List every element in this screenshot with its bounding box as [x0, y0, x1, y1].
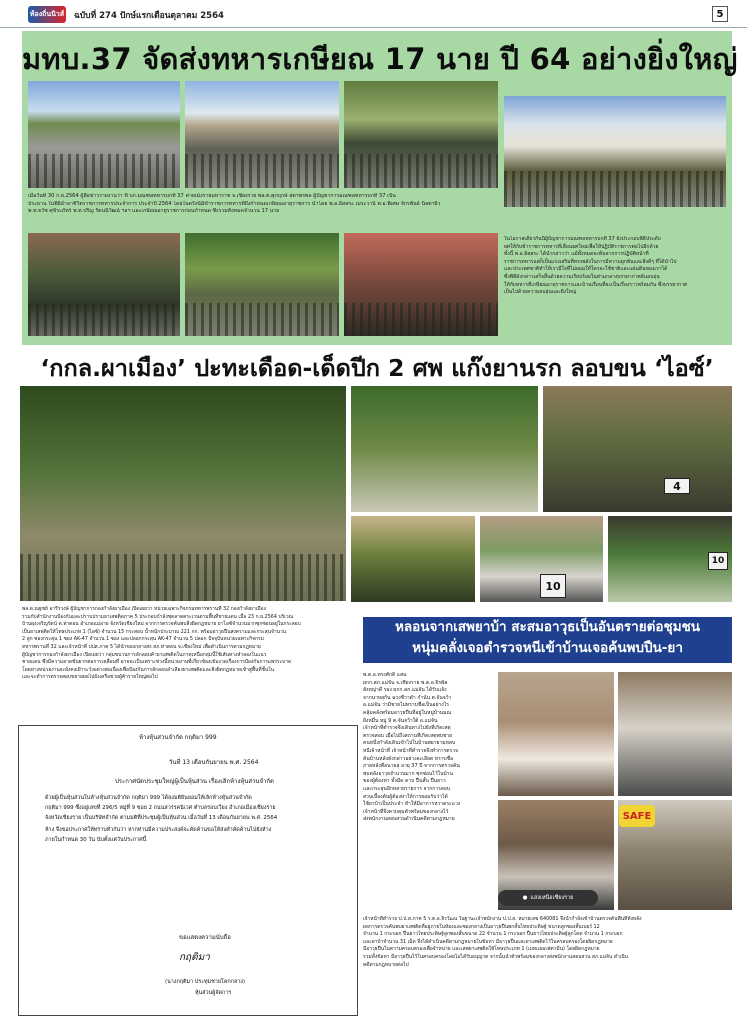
story3-photo-2 [618, 672, 732, 796]
story3-column-line: คนหนึ่งกำลังเดินเข้าไปในบ้านพยายามหลบ [363, 740, 456, 747]
notice-body-line: ภายในกำหนด 30 วัน นับตั้งแต่วันประกาศนี้ [45, 837, 147, 843]
story3-column-line: ส่งพนักงานสอบสวนดำเนินคดีตามกฎหมาย [363, 816, 455, 823]
story3-column-line: ฝั่งหมื่น หมู่ 9 ต.จันจว้าใต้ อ.แม่จัน [363, 717, 438, 724]
story3-column-line: ใช้ยาบ้าเป็นประจำ ทำให้มีอาการหวาดระแวง [363, 801, 461, 808]
story3-headline-line2: หนุ่มคลั่งเจอตำรวจหนีเข้าบ้านเจอค้นพบปืน-ยา [412, 640, 683, 656]
issue-line: ฉบับที่ 274 ปักษ์แรกเดือนตุลาคม 2564 [74, 11, 224, 21]
notice-company: ห้างหุ้นส่วนจำกัด กฤติมา 999 [139, 734, 217, 741]
story3-column-line: พบคลังอาวุธจำนวนมาก ซุกซ่อนไว้ในบ้าน [363, 770, 453, 777]
story1-photo-4 [504, 96, 726, 207]
story2-body-line: 2 ลูก ซองกระสุน 1 ซอง AK-47 จำนวน 1 ซอง และปลอกกระสุน AK-47 จำนวน 5 ปลอก ปัจจุบันหน่วยเฉพาะกิจกรม [22, 636, 264, 643]
story3-column-line: จากนายสุกัน ฉวงชีวาตำ กำนัน ต.จันจว้า [363, 694, 452, 701]
story3-photo-1 [498, 672, 614, 796]
story2-body-line: และจะทำการตรวจสอบขยายผลไปยังเครือข่ายผู้ค้ารายใหญ่ต่อไป [22, 674, 158, 681]
story3-bottom-line: คดีตามกฎหมายต่อไป [363, 961, 409, 968]
story1-photo-5 [28, 233, 180, 336]
story1-photo-6 [185, 233, 339, 336]
watermark-text: แสงเหนือเชียงราย [530, 895, 574, 901]
notice-body-line: ด้วยผู้เป็นหุ้นส่วนในห้างหุ้นส่วนจำกัด กฤติมา 999 ได้ลงมติยินยอมให้เลิกห้างหุ้นส่วนจำกัด [45, 795, 252, 801]
story1-photo-3 [344, 81, 498, 188]
story1-lead-line: ประธาน ในพิธีอำลาชีวิตราชการทหารประจำการ ประจำปี 2564 โดยในครั้งนี้มีข้าราชการทหารที่ถึงกำหนดเกษียณอายุราชการ นำโดย พ.อ.อิสสระ เมระวานี พ.อ.พิเศษ จักรพันธ์ นิลตาผิว [28, 200, 441, 207]
notice-signatory: (นางกฤติมา ประทุมชายโคกกลาง) [165, 979, 246, 985]
newspaper-logo: ท้องถิ่นนิวส์ [28, 6, 66, 23]
story2-body-line: ผู้บัญชาการกองกำลังผาเมือง เปิดเผยว่า กลุ่มขบวนการลักลอบค้ายาเสพติดในภาคเหนือกลุ่มนี้ใช้เส้นทางลำลองในแนว [22, 651, 267, 658]
story2-photo-2 [351, 386, 538, 512]
story3-column-line: ของผู้ต้องหา ทั้งมีด ดาบ ปืนสั้น ปืนยาว [363, 778, 446, 785]
story3-headline-box [363, 617, 732, 663]
story3-column-line: ภายหลังคือนายสุ อายุ 37 ปี จากการตรวจค้น [363, 763, 460, 770]
story2-body-line: พล.ต.ณฐชย์ อารีรวงษ์ ผู้บัญชาการกองกำลังผาเมือง เปิดเผยว่า หน่วยเฉพาะกิจกรมทหารพรานที่ 32 กองกำลังผาเมือง [22, 606, 266, 612]
story3-bottom-line: และยาบ้าจำนวน 31 เม็ด จึงได้ดำเนินคดีตามกฎหมายในข้อหา มีอาวุธปืนและยาเสพติดไว้ในครอบครองโดยผิดกฎหมาย [363, 938, 613, 945]
story1-lead-line: พ.ท.ธวัช ศุขีระภัทร์ พ.ท.ปริญ รัตนนิวัฒน์ ฯลฯ และเกษียณอายุราชการก่อนกำหนด ซึ่งรวมทั้งหมดจำนวน 17 นาย [28, 208, 280, 215]
story3-column-line: คลุ้มคลั่งพร้อมอาวุธปืนที่อยู่ในหมู่บ้านมณ [363, 709, 452, 716]
story1-right-line: และประเทศชาติทำให้เรามีใจที่ไม่ยอมให้ใครจะใช้ชาติและแผ่นดินของเราได้ [504, 266, 668, 273]
story1-right-line: ราชการทหารแต่ก็เป็นแรงเสริมที่ทรงพลังในการมีความผูกพันและสิ่งดีๆ ที่ได้นำไป [504, 258, 677, 265]
story2-body-line: ทหารพรานที่ 32 และเจ้าหน้าที่ ปปส.ภาค 5 ได้นำของกลางส่ง สภ.ท่าตอน จ.เชียงใหม่ เพื่อดำเนินการตามกฎหมาย [22, 643, 261, 650]
notice-signature: กฤติมา [179, 952, 210, 963]
story3-column-line: เจ้าหน้าที่จึงควบคุมตัวพร้อมของกลางไว้ [363, 808, 449, 815]
story3-column-line: สังหญ่าดี รอง ผกก.สภ.แม่จัน ได้รับแจ้ง [363, 687, 447, 694]
notice-role: หุ้นส่วนผู้จัดการ [195, 990, 232, 996]
story3-bottom-line: รวมทั้งข้อหา มีอาวุธปืนไว้ในครอบครองโดยไม่ได้รับอนุญาต จากนั้นนำตัวพร้อมของกลางส่งพนักงานสอบสวน สภ.แม่จัน ดำเนิน [363, 953, 629, 960]
story3-bottom-line: จำนวน 1 กระบอก ปืนยาวไทยประดิษฐ์ลูกซองสั้นขนาด 22 จำนวน 1 กระบอก ปืนยาวไทยประดิษฐ์ลูกโดด จำนวน 1 กระบอก [363, 931, 623, 938]
story1-right-line: เป็นไปด้วยความอบอุ่นและยิ่งใหญ่ [504, 289, 577, 296]
story3-column-line: ผกก.สภ.แม่จัน จ.เชียงราย พ.ต.อ.จิรพัส [363, 679, 448, 686]
evidence-tag: 10 [540, 574, 566, 598]
notice-closing: ขอแสดงความนับถือ [179, 934, 231, 941]
story2-main-photo [20, 386, 346, 601]
story2-body-line: บ้านผุงเจริญรัตน์ ต.ท่าตอน อำเภอแม่อาย จังหวัดเชียงใหม่ จากการตรวจค้นพบสิ่งผิดกฎหมาย ยาไอซ์จำนวนมากซุกซ่อนอยู่ในกระสอบ [22, 621, 301, 628]
story1-right-line: ทั้งนี้ พ.อ.อิสสระ ได้นำกล่าวว่า แม้ทั้งหมดจะพ้นจากการปฏิบัติหน้าที่ [504, 251, 649, 258]
story1-lead [28, 193, 498, 233]
story3-column-line: หนีเจ้าหน้าที่ เจ้าหน้าที่ตำรวจจึงทำการตรวจ [363, 747, 458, 754]
notice-heading: ประกาศนัดประชุมใหญ่ผู้เป็นหุ้นส่วน เรื่องเลิกห้างหุ้นส่วนจำกัด [115, 778, 274, 785]
legal-notice [18, 725, 358, 1016]
story3-column-line: และกระสุนอีกหลายรายการ จากการสอบ [363, 785, 451, 792]
story1-photo-7 [344, 233, 498, 336]
safe-sign: SAFE [619, 805, 655, 827]
story3-column-line: ค้นบ้านหลังดังกล่าวอย่างละเอียด ทราบชื่อ [363, 755, 454, 762]
story3-column-line: เจ้าหน้าที่ตำรวจจึงเดินทางไปยังที่เกิดเหตุ [363, 725, 451, 732]
story2-photo-4 [351, 516, 475, 602]
story3-column [363, 672, 495, 917]
watermark-badge [498, 890, 598, 906]
page-number: 5 [712, 6, 728, 22]
story3-column-line: พ.ต.อ.ทรงศักดิ์ แสน [363, 672, 407, 678]
story1-headline: มทบ.37 จัดส่งทหารเกษียณ 17 นาย ปี 64 อย่างยิ่งใหญ่ [22, 42, 738, 76]
story2-body-line: ชายแดน ซึ่งมีความลาดชันยากต่อการเคลื่อนที่ อาจจะเป็นเพราะช่วงนี้หน่วยงานที่เกี่ยวข้องเข้มงวดเรื่องการป้องกันการแพร่ระบาด [22, 659, 292, 666]
story1-right-column [504, 236, 728, 340]
story3-column-line: อ.แม่จัน ว่ามีชายไม่ทราบชื่อเป็นอย่างไร [363, 702, 449, 709]
story2-body-line: ร่วมกับสำนักงานป้องกันและปราบปรามยาเสพติดภาค 5 ประกอบกำลังชุดลาดตระเวนตามพื้นที่ชายแดน เมื่อ 23 ก.ย.2564 บริเวณ [22, 613, 294, 620]
camera-icon: ● [522, 895, 528, 901]
story2-headline: ‘กกล.ผาเมือง’ ปะทะเดือด-เด็ดปีก 2 ศพ แก๊งยานรก ลอบขน ‘ไอซ์’ [40, 354, 714, 382]
story1-photo-1 [28, 81, 180, 188]
evidence-tag: 4 [664, 478, 690, 494]
story1-right-line: ยศให้กับข้าราชการทหารที่เลื่อนยศใหม่เพื่อให้ปฏิบัติราชการต่อไปอีกด้วย [504, 243, 659, 250]
notice-body-line: ห้าง จึงขอประกาศให้ทราบทั่วกันว่า หากท่านมีความประสงค์จะคัดค้านขอให้ส่งคำคัดค้านไปยังห้าง [45, 827, 272, 833]
story3-bottom-line: มีอาวุธปืนในความครอบครองเพื่อจำหน่าย และเสพยาเสพติดให้โทษประเภท 1 (เมทแอมเฟตามีน) โดยผิดกฎหมาย [363, 946, 600, 953]
story3-bottom [363, 916, 733, 1020]
notice-body-line: กฤติมา 999 ซึ่งอยู่เลขที่ 296/5 หมู่ที่ 9 ซอย 2 ถนนสวรรคนิเวศ ตำบลรอบเวียง อำเภอเมืองเชียงราย [45, 805, 276, 811]
story1-right-line: ซึ่งพิธีดังกล่าวเสร็จสิ้นด้วยความเรียบร้อยในท่ามกลางบรรยากาศอันอบอุ่น [504, 273, 660, 280]
story2-body [22, 606, 358, 722]
story3-bottom-line: เจ้าหน้าที่ตำรวจ ป.ป.ส.ภาค 5 ร.ต.อ.จิรวัฒน ในฐานะเจ้าพนักงาน ป.ป.ส. หมายเลข 640081 จึงนำกำลังเข้าบ้านตรวจค้นพื้นที่ทั้งหลัง [363, 916, 642, 922]
evidence-tag: 10 [708, 552, 728, 570]
story1-lead-line: เมื่อวันที่ 30 ก.ย.2564 ผู้สื่อข่าวรายงานว่า ที่ บก.มณฑลทหารบกที่ 37 ค่ายเม็งรายมหาราช จ.เชียงราย พล.ต.ศุภฤกษ์ สตาพรพล ผู้บัญชาการมณฑลทหารบกที่ 37 เป็น [28, 193, 396, 199]
story3-column-line: ตรวจสอบ เมื่อไปถึงสถานที่เกิดเหตุพบชาย [363, 732, 453, 739]
notice-body-line: จังหวัดเชียงราย เป็นบริษัทจำกัด ตามมติที่ประชุมผู้เป็นหุ้นส่วน เมื่อวันที่ 13 เดือนกันยายน พ.ศ. 2564 [45, 815, 278, 821]
story2-body-line: โดยทางหน่วยงานจะยังคงเฝ้าระวังอย่างต่อเนื่องเพื่อป้องกันการลักลอบลำเลียงยาเสพติดและสิ่งผิดกฎหมายเข้าสู่พื้นที่ชั้นใน [22, 666, 274, 673]
story3-bottom-line: ผลการตรวจค้นพบยาเสพติดที่อยู่ภายในห้องและซองกลางเป็นอาวุธปืนพกสั้นไทยประดิษฐ์ ขนาดลูกซองสั้นเบอร์ 12 [363, 923, 600, 930]
story3-headline-line1: หลอนจากเสพยาบ้า สะสมอาวุธเป็นอันตรายต่อชุมชน [395, 619, 700, 635]
story2-photo-3 [543, 386, 732, 512]
story1-right-line: ในโอกาสเดียวกันนี้ผู้บัญชาการมณฑลทหารบกที่ 37 ยังประกอบพิธีประดับ [504, 236, 661, 242]
story2-body-line: เป็นยาเสพติดให้โทษประเภท 1 (ไอซ์) จำนวน 15 กระสอบ น้ำหนักประมาณ 221 กก. พร้อมอาวุธปืนสงครามและกระสุนจำนวน [22, 628, 287, 635]
story1-right-line: ให้กับทหารที่เกษียณอายุราชการและบ้านเรือนที่จะเป็นเรื่องราวพร้อมกัน ซึ่งบรรยากาศ [504, 281, 688, 288]
story3-column-line: สวนเบื้องต้นผู้ต้องหาให้การยอมรับว่าได้ [363, 793, 448, 800]
story1-photo-2 [185, 81, 339, 188]
notice-date: วันที่ 13 เดือนกันยายน พ.ศ. 2564 [169, 759, 259, 766]
